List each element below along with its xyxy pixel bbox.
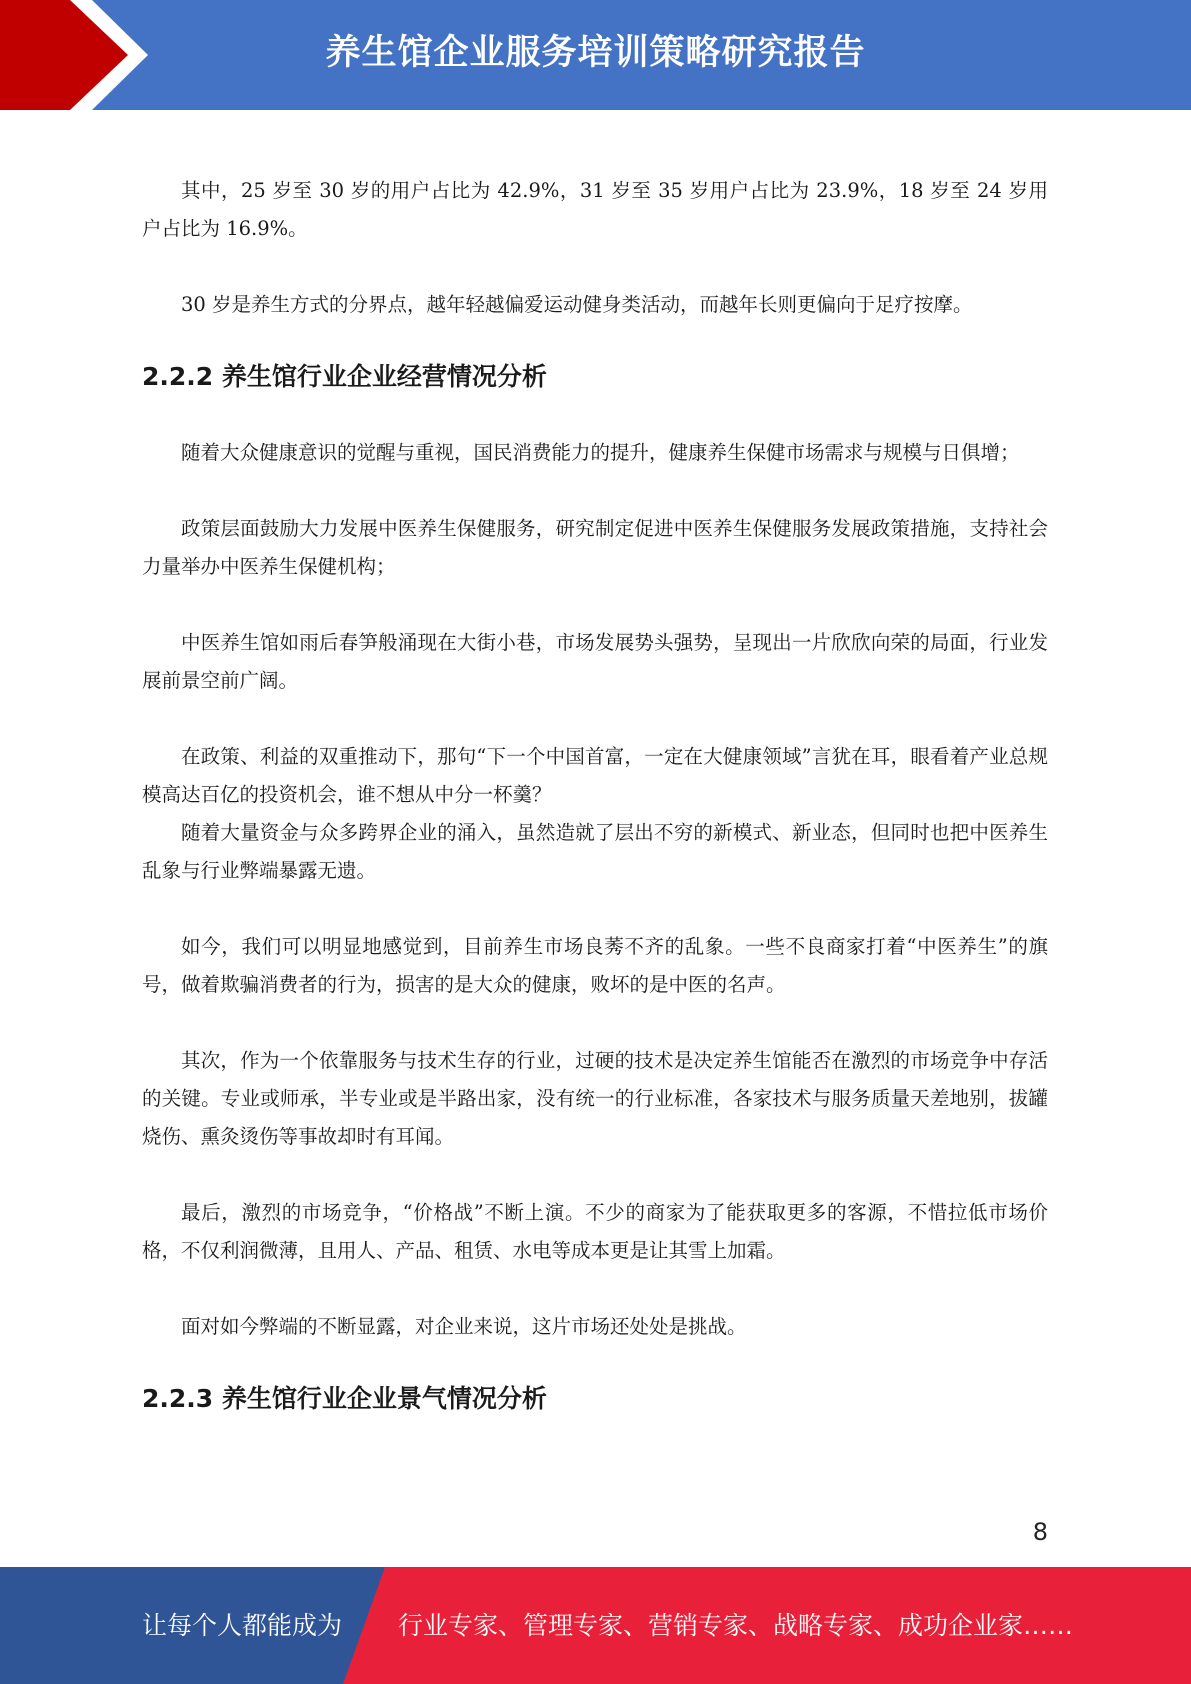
paragraph-technology: 其次，作为一个依靠服务与技术生存的行业，过硬的技术是决定养生馆能否在激烈的市场竞争中存活的关键。专业或师承，半专业或是半路出家，没有统一的行业标准，各家技术与服务质量天差地别，拔罐烧伤、熏灸烫伤等事故却时有耳闻。 — [142, 1049, 1048, 1148]
paragraph-age-dividing-point: 30 岁是养生方式的分界点，越年轻越偏爱运动健身类活动，而越年长则更偏向于足疗按摩。 — [181, 293, 973, 316]
footer-slogan-right: 行业专家、管理专家、营销专家、战略专家、成功企业家…… — [398, 1611, 1074, 1640]
paragraph-cross-industry: 随着大量资金与众多跨界企业的涌入，虽然造就了层出不穷的新模式、新业态，但同时也把中医养生乱象与行业弊端暴露无遗。 — [142, 821, 1048, 882]
section-heading-2-2-3: 2.2.3 养生馆行业企业景气情况分析 — [142, 1384, 547, 1413]
paragraph-age-distribution: 其中，25 岁至 30 岁的用户占比为 42.9%，31 岁至 35 岁用户占比为 23.9%，18 岁至 24 岁用户占比为 16.9%。 — [142, 179, 1048, 240]
paragraph-market-chaos: 如今，我们可以明显地感觉到，目前养生市场良莠不齐的乱象。一些不良商家打着“中医养生”的旗号，做着欺骗消费者的行为，损害的是大众的健康，败坏的是中医的名声。 — [142, 935, 1048, 996]
report-title: 养生馆企业服务培训策略研究报告 — [325, 33, 866, 73]
section-heading-2-2-2: 2.2.2 养生馆行业企业经营情况分析 — [142, 362, 547, 391]
paragraph-policy: 政策层面鼓励大力发展中医养生保健服务，研究制定促进中医养生保健服务发展政策措施，支持社会力量举办中医养生保健机构； — [142, 517, 1048, 578]
paragraph-health-awareness: 随着大众健康意识的觉醒与重视，国民消费能力的提升，健康养生保健市场需求与规模与日俱增； — [181, 441, 1020, 464]
paragraph-price-war: 最后，激烈的市场竞争，“价格战”不断上演。不少的商家为了能获取更多的客源，不惜拉低市场价格，不仅利润微薄，且用人、产品、租赁、水电等成本更是让其雪上加霜。 — [142, 1201, 1048, 1262]
document-body — [142, 172, 1048, 1416]
paragraph-challenges: 面对如今弊端的不断显露，对企业来说，这片市场还处处是挑战。 — [181, 1315, 747, 1338]
page-number: 8 — [1032, 1518, 1048, 1546]
paragraph-investment: 在政策、利益的双重推动下，那句“下一个中国首富，一定在大健康领域”言犹在耳，眼看着产业总规模高达百亿的投资机会，谁不想从中分一杯羹？ — [142, 745, 1048, 806]
page-header — [0, 0, 1191, 110]
footer-slogan-left: 让每个人都能成为 — [142, 1611, 343, 1640]
paragraph-market-boom: 中医养生馆如雨后春笋般涌现在大街小巷，市场发展势头强势，呈现出一片欣欣向荣的局面，行业发展前景空前广阔。 — [142, 631, 1048, 692]
page-footer — [0, 1567, 1191, 1684]
